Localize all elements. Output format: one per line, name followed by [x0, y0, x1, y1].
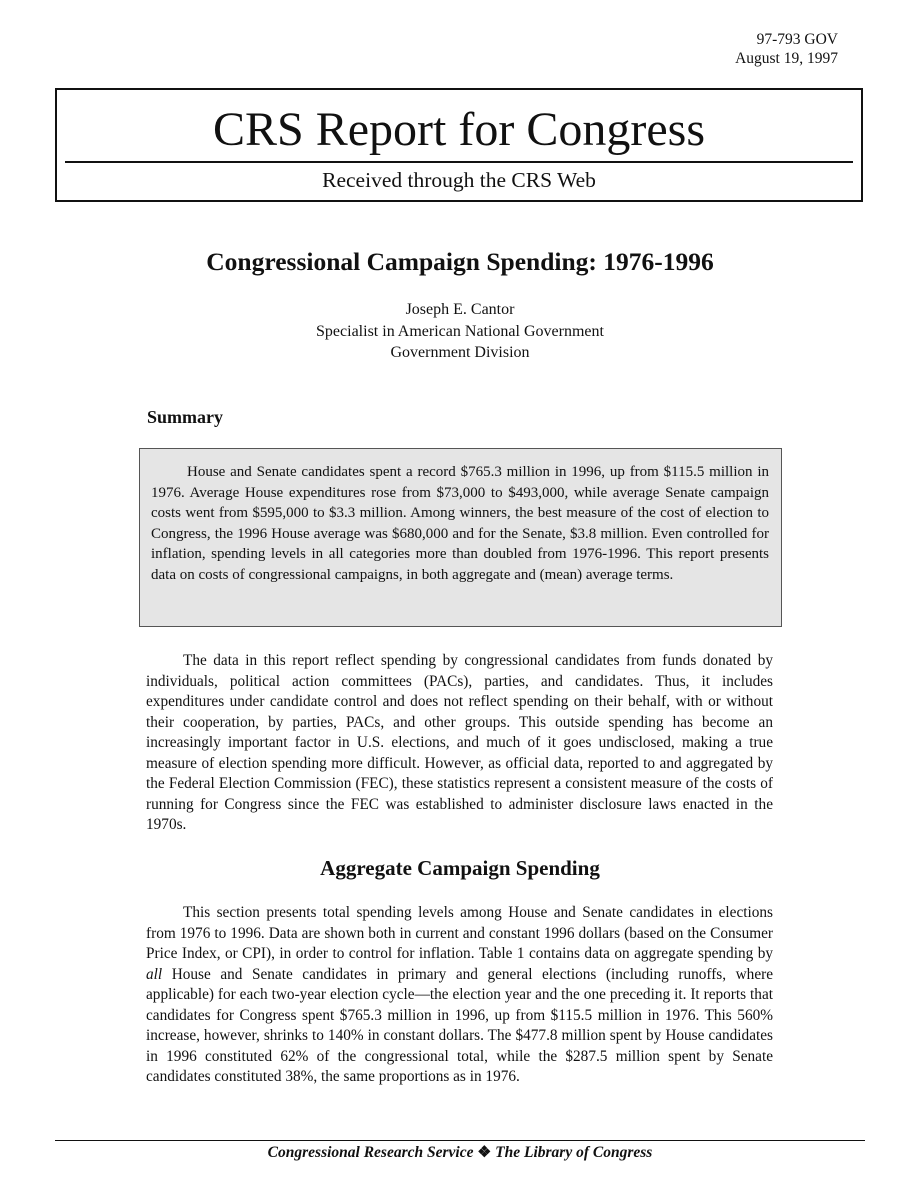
footer-separator-icon: ❖	[477, 1144, 492, 1161]
author-name: Joseph E. Cantor	[405, 301, 515, 318]
footer-divider	[55, 1140, 865, 1141]
author-division: Government Division	[390, 344, 530, 361]
intro-paragraph: The data in this report reflect spending by congressional candidates from funds donated by individuals, political action committees (PACs), parties, and candidates. Thus, it includes expenditures under candidate control and does not reflect spending on their behalf, with or without their cooperation, by parties, PACs, and other groups. This outside spending has become an increasingly important factor in U.S. elections, and much of it goes undisclosed, making a true measure of election spending more difficult. However, as official data, reported to and aggregated by the Federal Election Commission (FEC), these statistics represent a consistent measure of the costs of running for Congress since the FEC was established to administer disclosure laws enacted in the 1970s.	[146, 652, 773, 833]
banner-divider	[65, 161, 853, 163]
aggregate-paragraph-part2: House and Senate candidates in primary and general elections (including runoffs, where applicable) for each two-year election cycle—the election year and the one preceding it. It reports that candidates for Congress spent $765.3 million in 1996, up from $115.5 million in 1976. This 560% increase, however, shrinks to 140% in constant dollars. The $477.8 million spent by House candidates in 1996 constituted 62% of the congressional total, while the $287.5 million spent by Senate candidates constituted 38%, the same proportions as in 1976.	[146, 965, 773, 1085]
banner-title: CRS Report for Congress	[213, 103, 705, 156]
footer-left-text: Congressional Research Service	[267, 1144, 474, 1161]
aggregate-paragraph	[146, 903, 773, 1088]
footer-right-text: The Library of Congress	[495, 1144, 653, 1161]
aggregate-paragraph-part1: This section presents total spending levels among House and Senate candidates in elections from 1976 to 1996. Data are shown both in current and constant 1996 dollars (based on the Consumer Price Index, or CPI), in order to control for inflation. Table 1 contains data on aggregate spending by	[146, 904, 773, 962]
aggregate-paragraph-emphasis: all	[146, 965, 163, 983]
summary-heading: Summary	[147, 407, 223, 427]
author-block	[0, 299, 920, 364]
summary-box: House and Senate candidates spent a record $765.3 million in 1996, up from $115.5 million in 1976. Average House expenditures rose from $73,000 to $493,000, while average Senate campaign costs went from $595,000 to $3.3 million. Among winners, the best measure of the cost of election to Congress, the 1996 House average was $680,000 and for the Senate, $3.8 million. Even controlled for inflation, spending levels in all categories more than doubled from 1976-1996. This report presents data on costs of congressional campaigns, in both aggregate and (mean) average terms.	[139, 448, 782, 627]
report-title: Congressional Campaign Spending: 1976-1996	[206, 247, 714, 276]
document-number: 97-793 GOV	[756, 31, 838, 48]
author-role: Specialist in American National Government	[316, 322, 604, 340]
section-heading: Aggregate Campaign Spending	[320, 856, 600, 880]
document-date: August 19, 1997	[735, 50, 838, 67]
banner-subtitle: Received through the CRS Web	[322, 168, 596, 192]
crs-banner	[55, 88, 863, 202]
document-id-block	[735, 30, 838, 68]
page-footer	[0, 1143, 920, 1163]
